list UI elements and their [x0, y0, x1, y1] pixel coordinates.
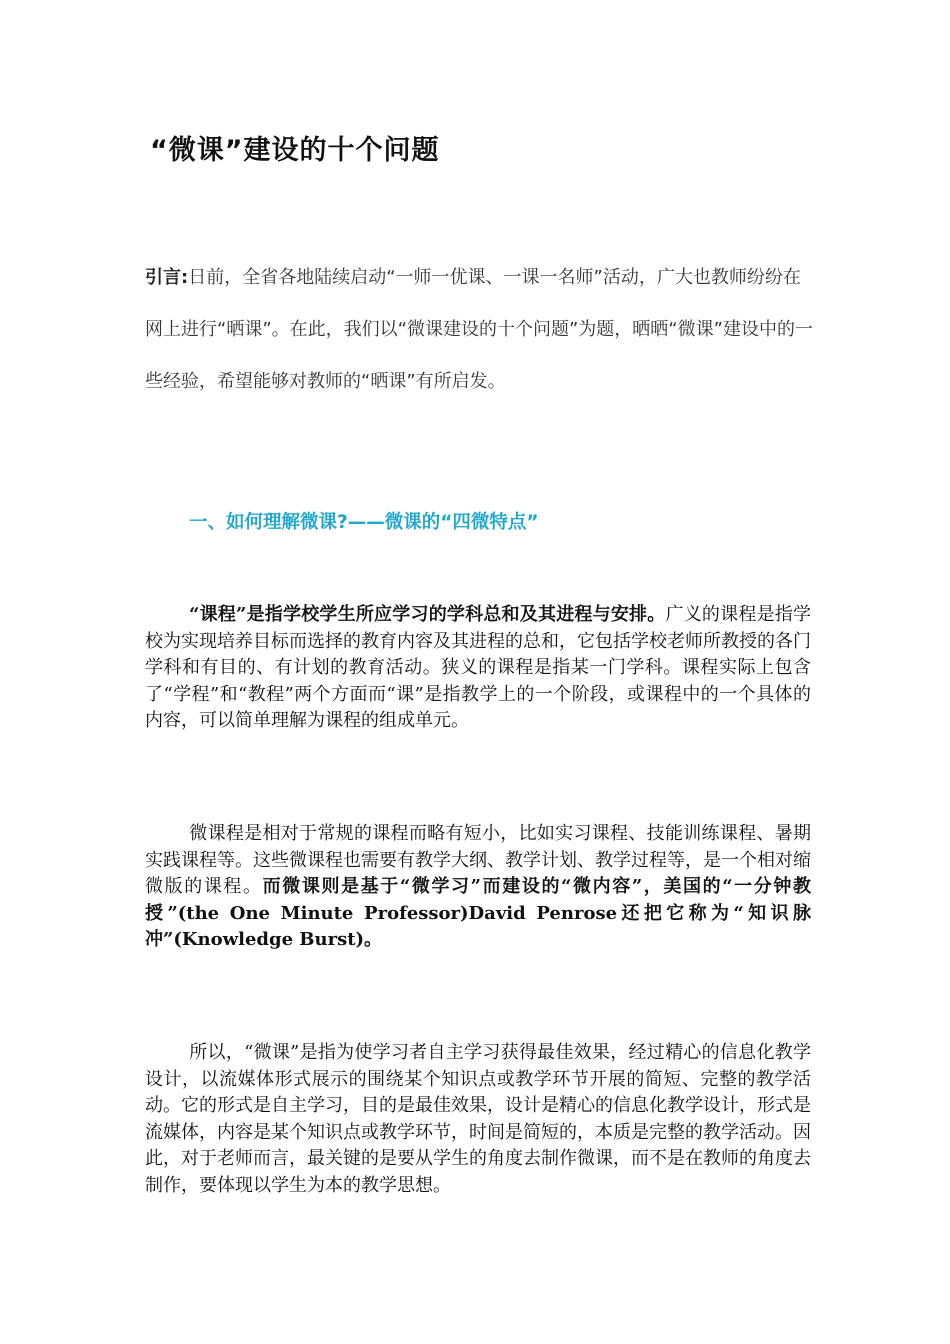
intro-lead: 引言:: [145, 267, 189, 288]
paragraph-bold-text: 而微课则是基于“微学习”而建设的“微内容”，美国的“一分钟教授”(the One Minute Professor)David Penrose还把它称为“知识脉冲”(Knowledge Burst)。: [145, 876, 811, 950]
paragraph-text: 微课程是相对于常规的课程而略有短小，比如实习课程、技能训练课程、暑期实践课程等。这些微课程也需要有教学大纲、教学计划、教学过程等，是一个相对缩微版的课程。: [145, 823, 811, 897]
page-title: “微课”建设的十个问题: [150, 135, 440, 166]
paragraph-course-definition: [145, 602, 811, 735]
paragraph-micro-lesson-summary: [145, 1040, 811, 1199]
paragraph-micro-course: [145, 821, 811, 954]
intro-text: 日前，全省各地陆续启动“一师一优课、一课一名师”活动，广大也教师纷纷在网上进行“晒课”。在此，我们以“微课建设的十个问题”为题，晒晒“微课”建设中的一些经验，希望能够对教师的“晒课”有所启发。: [145, 267, 813, 392]
intro-paragraph: [145, 252, 815, 408]
paragraph-text: 广义的课程是指学校为实现培养目标而选择的教育内容及其进程的总和，它包括学校老师所教授的各门学科和有目的、有计划的教育活动。狭义的课程是指某一门学科。课程实际上包含了“学程”和“教程”两个方面而“课”是指教学上的一个阶段，或课程中的一个具体的内容，可以简单理解为课程的组成单元。: [145, 604, 811, 731]
section-heading: 一、如何理解微课?——微课的“四微特点”: [189, 512, 539, 533]
paragraph-text: 所以，“微课”是指为使学习者自主学习获得最佳效果，经过精心的信息化教学设计，以流媒体形式展示的围绕某个知识点或教学环节开展的简短、完整的教学活动。它的形式是自主学习，目的是最佳效果，设计是精心的信息化教学设计，形式是流媒体，内容是某个知识点或教学环节，时间是简短的，本质是完整的教学活动。因此，对于老师而言，最关键的是要从学生的角度去制作微课，而不是在教师的角度去制作，要体现以学生为本的教学思想。: [145, 1042, 811, 1196]
paragraph-bold-text: “课程”是指学校学生所应学习的学科总和及其进程与安排。: [189, 604, 666, 625]
